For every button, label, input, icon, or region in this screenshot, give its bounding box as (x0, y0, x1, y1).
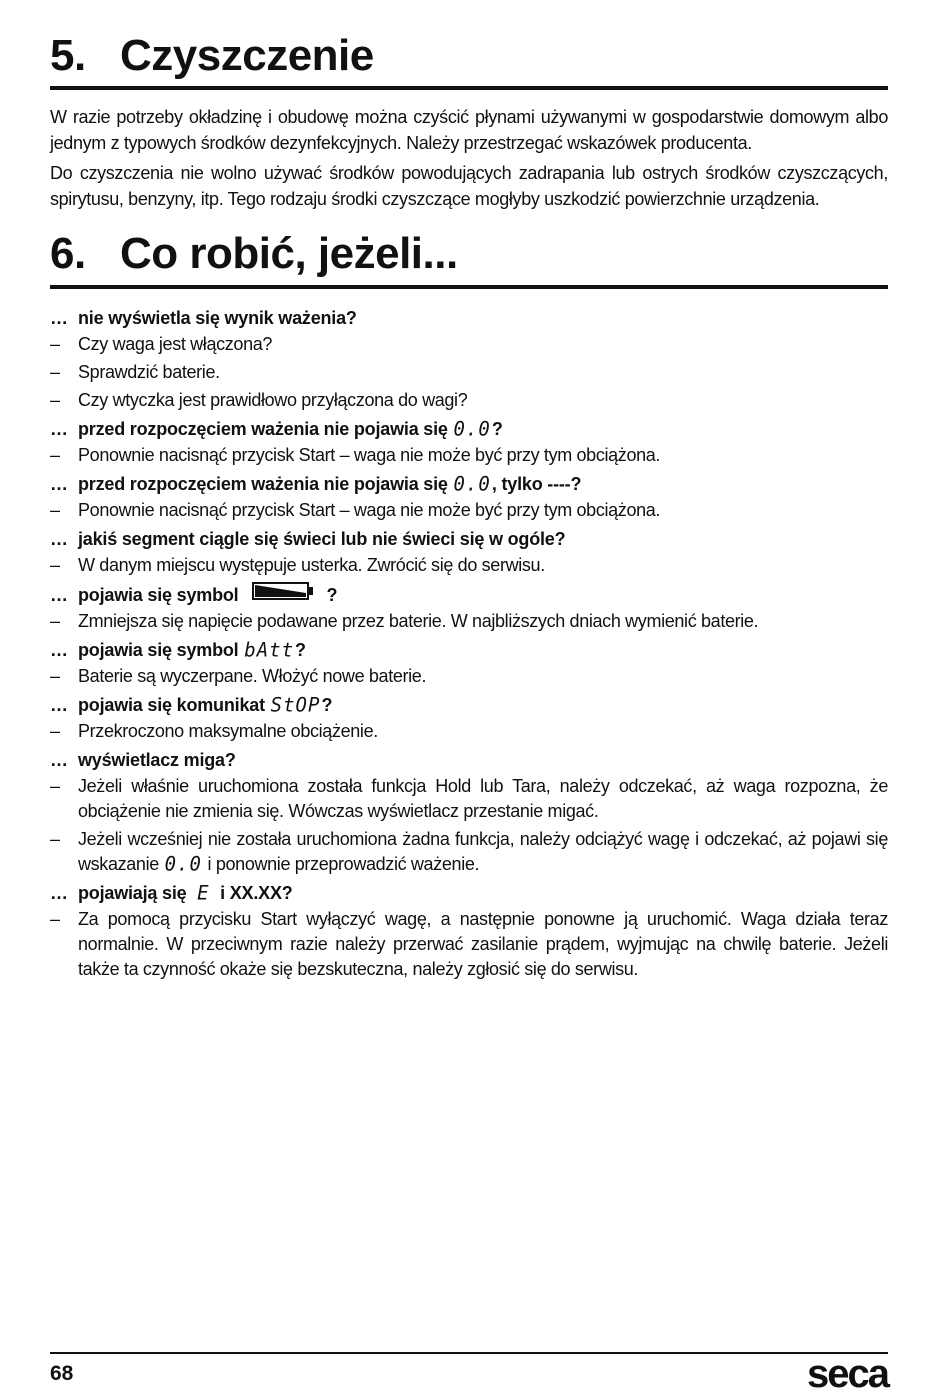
answer-item: – Zmniejsza się napięcie podawane przez baterie. W najbliższych dniach wymienić baterie. (50, 611, 759, 631)
section-6-body (50, 304, 888, 985)
lcd-stop-display: StOP (270, 693, 321, 717)
lcd-zero-display: 0.0 (164, 852, 202, 876)
low-battery-icon (252, 581, 314, 609)
section-6-number: 6. (50, 229, 86, 278)
section-5-paragraph: W razie potrzeby okładzinę i obudowę można czyścić płynami używanymi w gospodarstwie domowym albo jednym z typowych środków dezynfekcyjnych. Należy przestrzegać wskazówek producenta. (50, 107, 888, 153)
question: … jakiś segment ciągle się świeci lub nie świeci się w ogóle? (50, 529, 566, 549)
answer-item: – Czy waga jest włączona? (50, 334, 273, 354)
answer-item: – Baterie są wyczerpane. Włożyć nowe baterie. (50, 666, 427, 686)
answer-item: – Sprawdzić baterie. (50, 362, 220, 382)
lcd-zero-display: 0.0 (453, 417, 491, 441)
answer-item: – Za pomocą przycisku Start wyłączyć wagę, a następnie ponowne ją uruchomić. Waga działa teraz normalnie. W przeciwnym razie należy przerwać zasilanie prądem, wyjmując na chwilę baterie. Jeżeli także ta czynność okaże się bezskuteczna, należy zgłosić się do serwisu. (50, 909, 888, 979)
question: … wyświetlacz miga? (50, 750, 236, 770)
answer-item: – Jeżeli właśnie uruchomiona została funkcja Hold lub Tara, należy odczekać, aż waga rozpozna, że obciążenie nie zmienia się. Wówczas wyświetlacz przestanie migać. (50, 776, 888, 821)
brand-logo: seca (807, 1352, 888, 1396)
section-5-paragraph: Do czyszczenia nie wolno używać środków powodujących zadrapania lub ostrych środków czyszczących, spirytusu, benzyny, itp. Tego rodzaju środki czyszczące mogłyby uszkodzić powierzchnie urządzenia. (50, 163, 888, 209)
answer-item: – Czy wtyczka jest prawidłowo przyłączona do wagi? (50, 390, 468, 410)
answer-item: – Ponownie nacisnąć przycisk Start – waga nie może być przy tym obciążona. (50, 500, 661, 520)
lcd-batt-display: bAtt (244, 638, 295, 662)
question: … pojawia się symbol ? (50, 581, 888, 609)
section-6-heading (50, 229, 458, 278)
answer-item: – Przekroczono maksymalne obciążenie. (50, 721, 378, 741)
question: … nie wyświetla się wynik ważenia? (50, 308, 357, 328)
page-number: 68 (50, 1362, 74, 1385)
lcd-error-display: E (197, 881, 210, 905)
section-5-body (50, 104, 888, 216)
question: … przed rozpoczęciem ważenia nie pojawia się 0.0 ? (50, 416, 888, 443)
answer-item: – Jeżeli wcześniej nie została uruchomiona żadna funkcja, należy odciążyć wagę i odczekać, aż pojawi się wskazanie 0.0 i ponownie przeprowadzić ważenie. (50, 827, 888, 877)
section-5-heading (50, 31, 374, 80)
answer-item: – Ponownie nacisnąć przycisk Start – waga nie może być przy tym obciążona. (50, 445, 661, 465)
answer-item: – W danym miejscu występuje usterka. Zwrócić się do serwisu. (50, 555, 545, 575)
section-5-title: Czyszczenie (120, 31, 374, 80)
lcd-zero-display: 0.0 (453, 472, 491, 496)
footer-rule (50, 1352, 888, 1354)
section-5-number: 5. (50, 31, 86, 80)
question: … pojawia się komunikat StOP ? (50, 692, 888, 719)
section-6-rule (50, 285, 888, 289)
section-5-rule (50, 86, 888, 90)
question: … pojawiają się E i XX.XX? (50, 880, 888, 907)
section-6-title: Co robić, jeżeli... (120, 229, 458, 278)
question: … przed rozpoczęciem ważenia nie pojawia się 0.0 , tylko ----? (50, 471, 888, 498)
question: … pojawia się symbol bAtt ? (50, 637, 888, 664)
